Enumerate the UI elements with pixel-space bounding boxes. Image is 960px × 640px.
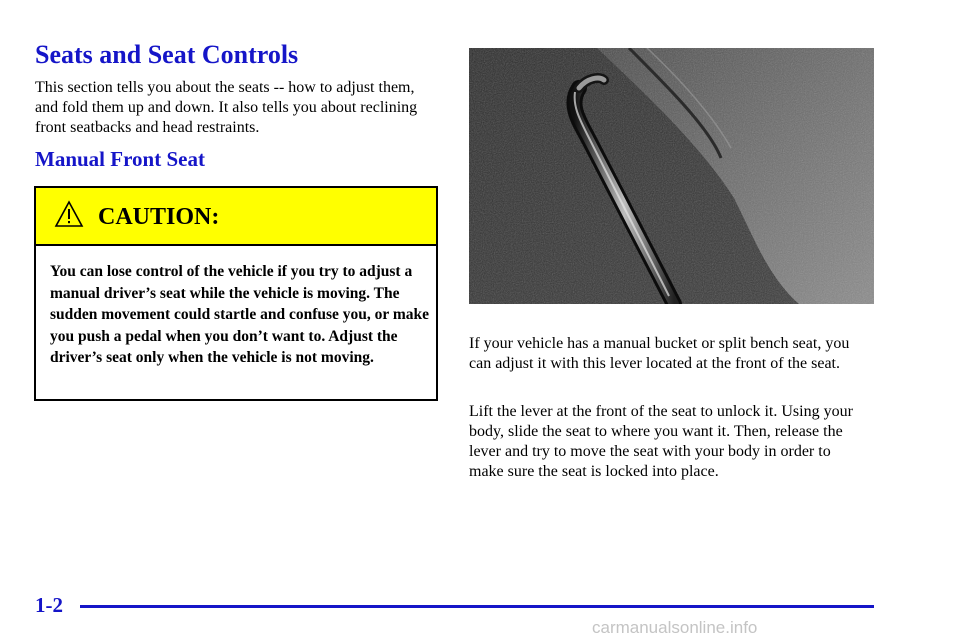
- body-paragraph: If your vehicle has a manual bucket or split bench seat, you can adjust it with this lever located at the front of the seat.: [469, 335, 850, 372]
- caution-label: CAUTION:: [98, 204, 220, 230]
- subsection-title: Manual Front Seat: [35, 147, 205, 171]
- body-paragraph: Lift the lever at the front of the seat to unlock it. Using your body, slide the seat to where you want it. Then, release the lever and try to move the seat with your body in order to make sure the seat is locked into place.: [469, 403, 853, 480]
- caution-text: You can lose control of the vehicle if you try to adjust a manual driver’s seat while the vehicle is moving. The sudden movement could startle and confuse you, or make you push a pedal when you don’t want to. Adjust the driver’s seat only when the vehicle is not moving.: [50, 263, 430, 366]
- caution-box: [34, 186, 438, 401]
- warning-triangle-icon: [54, 200, 84, 228]
- watermark: carmanualsonline.info: [592, 618, 758, 637]
- caution-header: [36, 188, 436, 246]
- footer-rule: [80, 605, 874, 608]
- section-intro: This section tells you about the seats -- how to adjust them, and fold them up and down. It also tells you about reclining front seatbacks and head restraints.: [35, 79, 418, 136]
- page-title: Seats and Seat Controls: [35, 40, 299, 69]
- page-number: 1-2: [35, 593, 63, 617]
- seat-lever-photo: [469, 48, 874, 304]
